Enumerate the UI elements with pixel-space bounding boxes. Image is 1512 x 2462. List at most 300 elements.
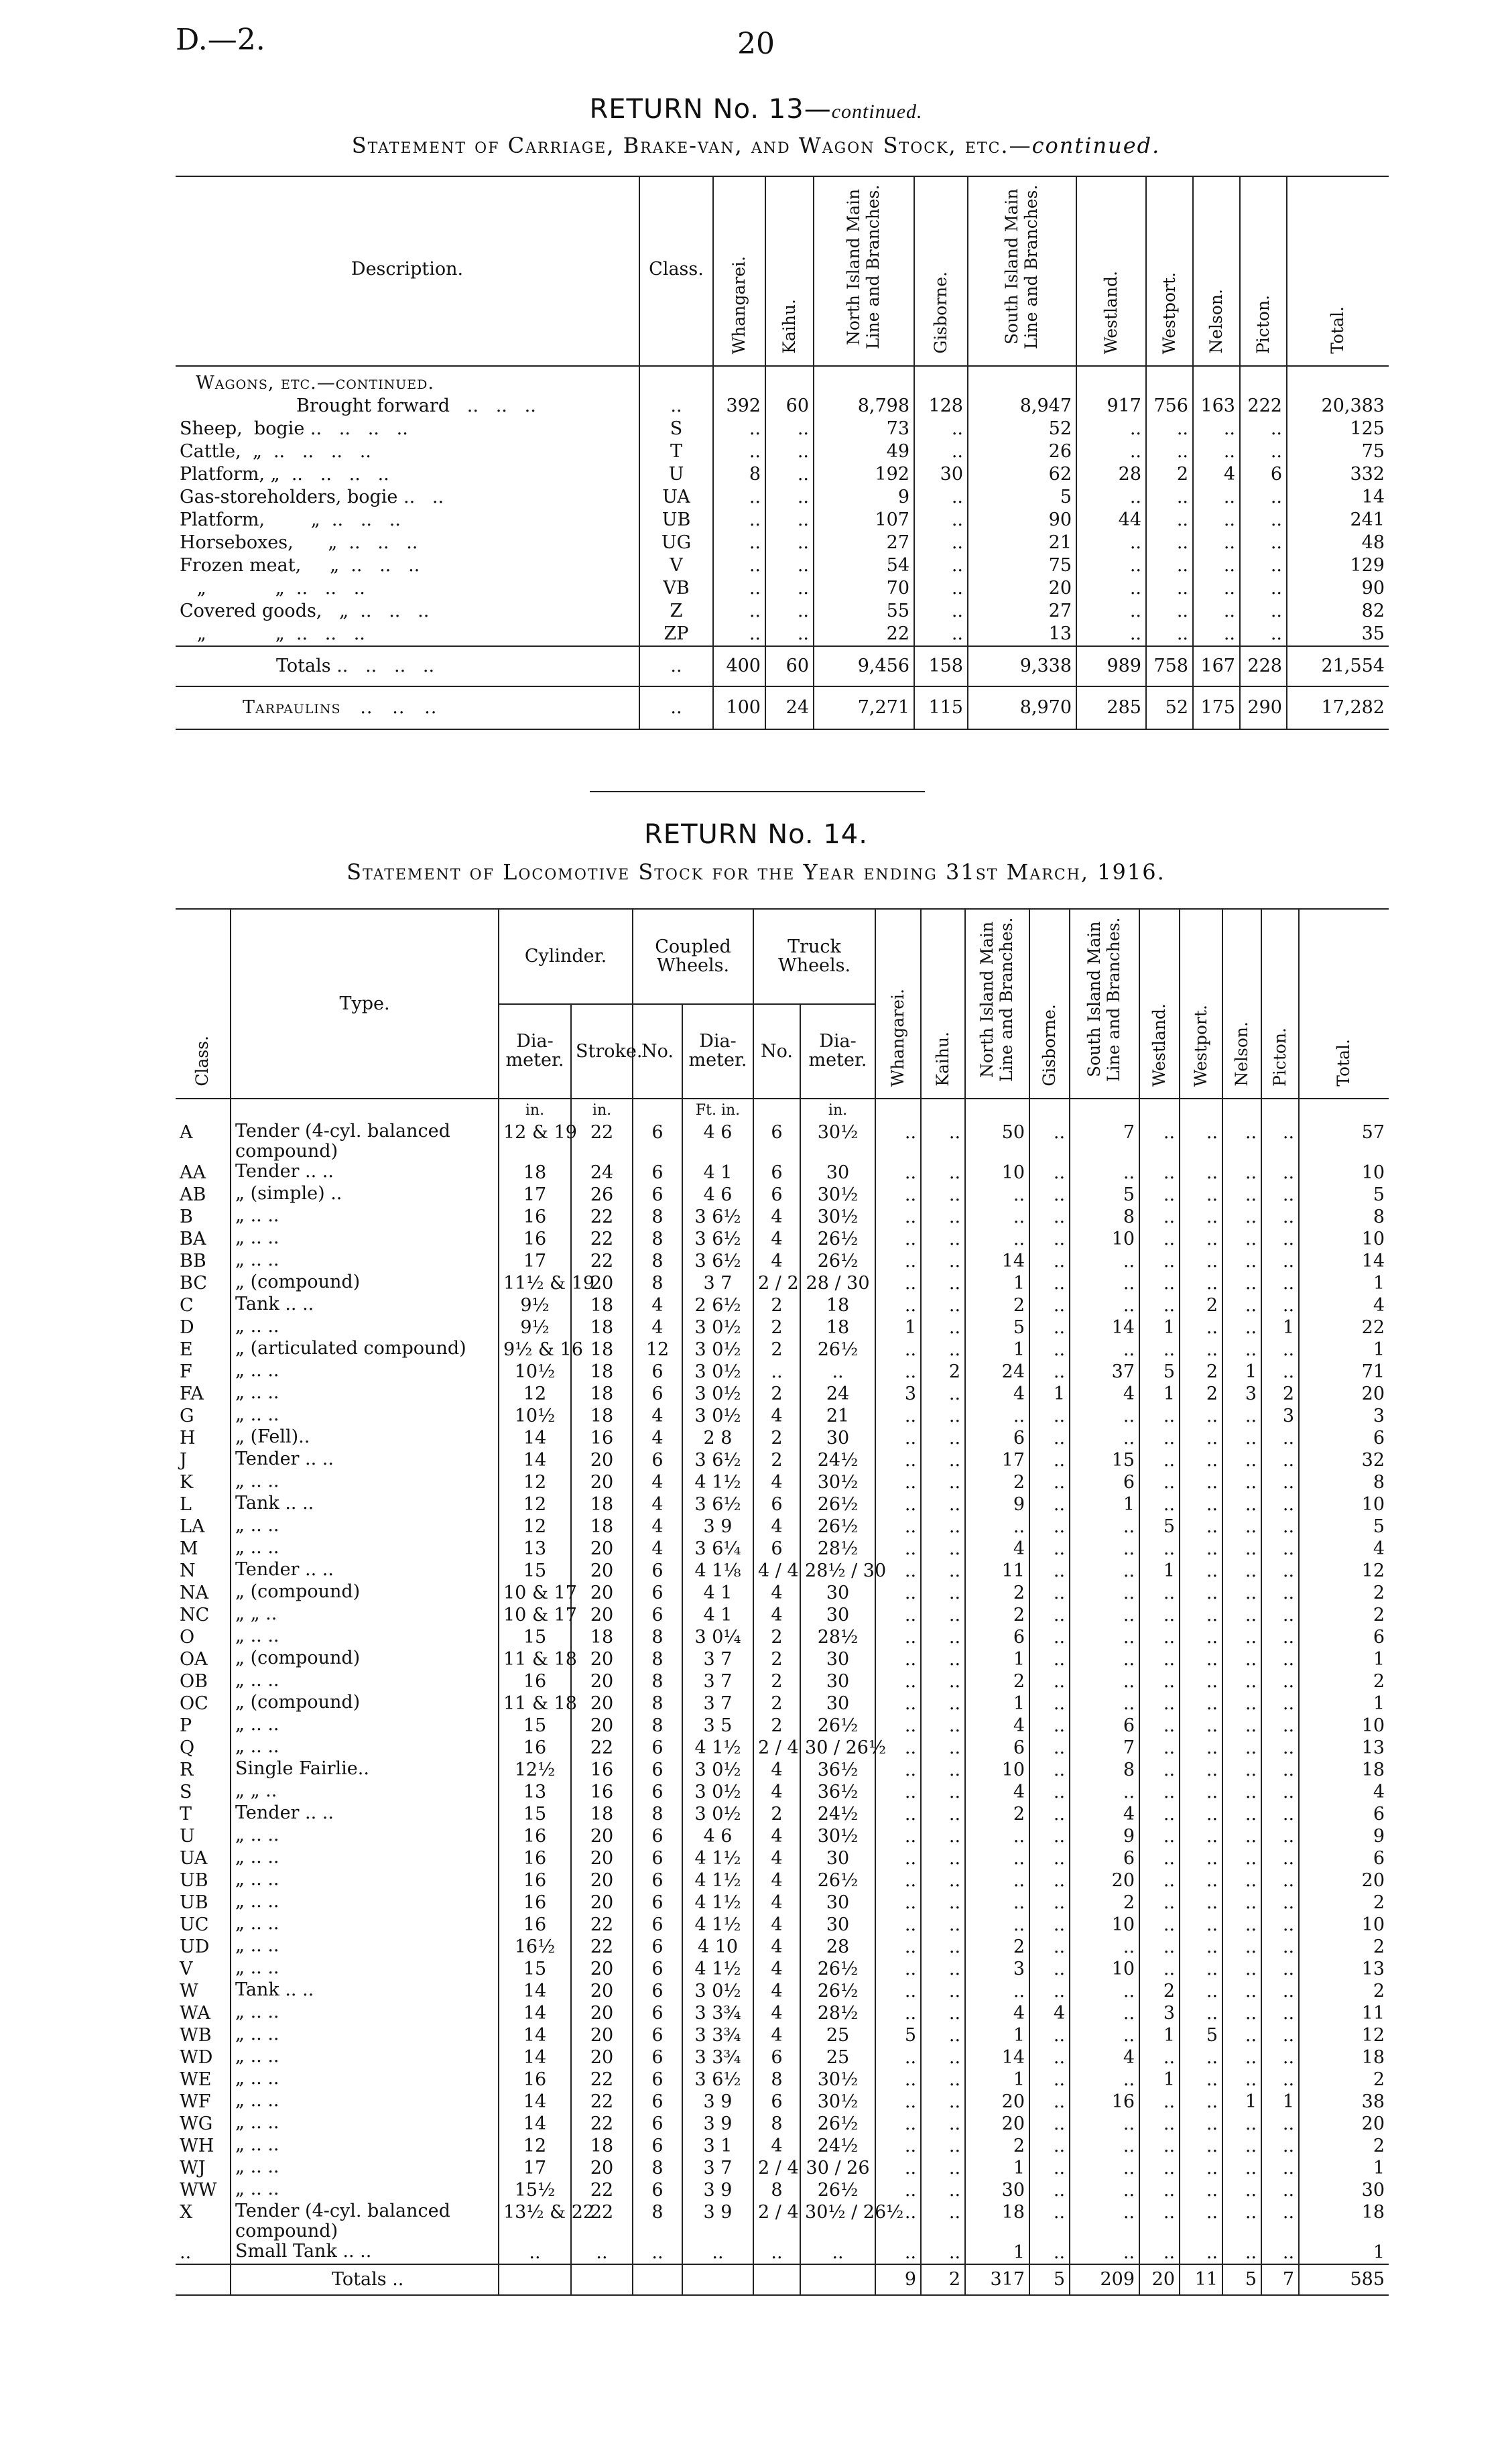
row-value: 75 [1287,440,1389,463]
nelson: .. [1222,2135,1261,2157]
nelson: .. [1222,1737,1261,1759]
westport: .. [1180,2002,1222,2024]
south-island: 20 [1070,1869,1139,1892]
table-row [176,1892,1389,1914]
row-type: „ .. .. [231,2135,499,2157]
stroke: 18 [571,2135,633,2157]
nelson: .. [1222,1803,1261,1825]
total: 6 [1299,1626,1389,1648]
coupled-no: 6 [633,1449,682,1471]
total: 22 [1299,1316,1389,1339]
row-class: .. [180,2242,192,2263]
truck-no: 4 [753,2135,800,2157]
total-westport: 11 [1180,2264,1222,2295]
truck-diameter: 28½ / 30 [800,1560,875,1582]
kaihu: .. [921,1449,965,1471]
row-class: .. [639,395,713,418]
truck-no: 4 / 4 [753,1560,800,1582]
table-row [176,395,1389,418]
truck-no: 2 [753,1715,800,1737]
cyl-diameter: 15 [499,1715,571,1737]
gisborne: .. [1029,1803,1070,1825]
whangarei: .. [875,2201,921,2241]
row-value: 55 [814,600,914,623]
south-island: .. [1070,1781,1139,1803]
westland: 1 [1139,1560,1180,1582]
header-coupled-no: No. [633,1004,682,1099]
row-type: „ .. .. [231,1670,499,1692]
nelson: .. [1222,2024,1261,2046]
totals-label: Totals .. [231,2264,499,2295]
north-island: 20 [965,2091,1029,2113]
table-row [176,554,1389,577]
coupled-no: 4 [633,1493,682,1516]
kaihu: .. [921,1560,965,1582]
south-island: 2 [1070,1892,1139,1914]
picton: .. [1261,1206,1299,1228]
cyl-diameter: 12 [499,1516,571,1538]
picton: .. [1261,1516,1299,1538]
whangarei: 1 [875,1316,921,1339]
stroke: 20 [571,1560,633,1582]
row-type: „ .. .. [231,1958,499,1980]
nelson: .. [1222,1692,1261,1715]
coupled-no: 6 [633,1361,682,1383]
header-nelson: Nelson. [1222,909,1261,1099]
south-island: 1 [1070,1493,1139,1516]
south-island: .. [1070,1339,1139,1361]
table-row [176,1162,1389,1184]
row-value: .. [713,418,765,440]
row-class: T [180,1804,192,1825]
westland: .. [1139,2201,1180,2241]
north-island: 20 [965,2113,1029,2135]
cyl-diameter: .. [499,2241,571,2264]
table-row [176,1471,1389,1493]
gisborne: .. [1029,1626,1070,1648]
table-row [176,1184,1389,1206]
north-island: 2 [965,1803,1029,1825]
gisborne: .. [1029,1250,1070,1272]
unit-stroke: in. [571,1099,633,1121]
total: 1 [1299,2157,1389,2179]
total: 2 [1299,1980,1389,2002]
kaihu: 2 [921,1361,965,1383]
whangarei: .. [875,2157,921,2179]
north-island: 6 [965,1427,1029,1449]
table-row [176,1294,1389,1316]
nelson: .. [1222,1516,1261,1538]
westland: .. [1139,1825,1180,1847]
truck-diameter: 30 [800,1162,875,1184]
row-value: 758 [1146,646,1193,686]
kaihu: .. [921,1339,965,1361]
row-value: .. [1240,418,1287,440]
row-type: Tender (4-cyl. balanced compound) [231,1121,499,1162]
row-class: Q [180,1737,195,1758]
table-row [176,532,1389,554]
coupled-diameter: 4 6 [682,1121,753,1162]
picton: .. [1261,1980,1299,2002]
row-value: 4 [1193,463,1240,486]
south-island: .. [1070,2002,1139,2024]
cyl-diameter: 14 [499,1980,571,2002]
total: 20 [1299,1869,1389,1892]
kaihu: .. [921,2241,965,2264]
cyl-diameter: 13 [499,1781,571,1803]
stroke: 22 [571,1250,633,1272]
coupled-diameter: 4 1 [682,1604,753,1626]
row-class: U [639,463,713,486]
row-value: .. [765,463,814,486]
row-type: „ .. .. [231,1516,499,1538]
picton: .. [1261,1892,1299,1914]
nelson: .. [1222,1715,1261,1737]
row-value: 8,798 [814,395,914,418]
westport: 2 [1180,1294,1222,1316]
picton: .. [1261,1847,1299,1869]
row-type: Tender .. .. [231,1560,499,1582]
row-value: 21,554 [1287,646,1389,686]
row-value: 54 [814,554,914,577]
nelson: .. [1222,1759,1261,1781]
row-value: 222 [1240,395,1287,418]
row-value: .. [914,486,968,509]
document-code: D.—2. [176,23,265,57]
stroke: 18 [571,1493,633,1516]
westland: .. [1139,1781,1180,1803]
row-type: Tender .. .. [231,1449,499,1471]
row-value: .. [1240,532,1287,554]
stroke: 22 [571,1121,633,1162]
kaihu: .. [921,2091,965,2113]
coupled-diameter: 3 0½ [682,1383,753,1405]
north-island: .. [965,1228,1029,1250]
row-description: Gas-storeholders, bogie .. .. [180,487,444,507]
westland: .. [1139,2091,1180,2113]
stroke: 20 [571,1538,633,1560]
row-value: .. [1193,418,1240,440]
truck-diameter: 28½ [800,1626,875,1648]
gisborne: .. [1029,1759,1070,1781]
total: 5 [1299,1184,1389,1206]
row-value: .. [765,623,814,646]
total: 18 [1299,1759,1389,1781]
north-island: 9 [965,1493,1029,1516]
gisborne: .. [1029,1847,1070,1869]
coupled-diameter: 3 7 [682,2157,753,2179]
truck-no: 4 [753,1582,800,1604]
gisborne: .. [1029,1493,1070,1516]
stroke: .. [571,2241,633,2264]
coupled-diameter: 3 6¼ [682,1538,753,1560]
picton: .. [1261,2135,1299,2157]
coupled-diameter: 3 9 [682,1516,753,1538]
coupled-diameter: 3 6½ [682,1449,753,1471]
row-type: „ .. .. [231,1316,499,1339]
row-class: A [180,1122,193,1143]
row-type: „ .. .. [231,2002,499,2024]
table-row [176,1250,1389,1272]
total: 1 [1299,2241,1389,2264]
table-row [176,1228,1389,1250]
total: 32 [1299,1449,1389,1471]
row-class: M [180,1538,198,1559]
row-value: 392 [713,395,765,418]
header-westport: Westport. [1146,176,1193,366]
truck-no: .. [753,2241,800,2264]
row-value: 90 [1287,577,1389,600]
picton: .. [1261,1692,1299,1715]
cyl-diameter: 16 [499,1914,571,1936]
kaihu: .. [921,1493,965,1516]
row-value: 107 [814,509,914,532]
coupled-no: 6 [633,1847,682,1869]
table-row [176,1316,1389,1339]
truck-no: 4 [753,1516,800,1538]
total: 2 [1299,2069,1389,2091]
row-value: 167 [1193,646,1240,686]
table-row [176,1383,1389,1405]
kaihu: .. [921,2201,965,2241]
truck-no: 4 [753,1825,800,1847]
row-class: BC [180,1273,208,1294]
row-type: „ .. .. [231,1405,499,1427]
kaihu: .. [921,2179,965,2201]
coupled-diameter: 3 0½ [682,1980,753,2002]
table-row [176,463,1389,486]
westport: .. [1180,1914,1222,1936]
whangarei: .. [875,1626,921,1648]
row-value: 125 [1287,418,1389,440]
cyl-diameter: 14 [499,2024,571,2046]
cyl-diameter: 9½ & 16 [499,1339,571,1361]
gisborne: .. [1029,1339,1070,1361]
total: 2 [1299,1670,1389,1692]
truck-diameter: 30½ [800,1206,875,1228]
header-class: Class. [639,176,713,366]
row-value: .. [1146,623,1193,646]
north-island: 1 [965,2157,1029,2179]
header-description: Description. [351,259,464,280]
south-island: 5 [1070,1184,1139,1206]
row-value: 62 [968,463,1076,486]
coupled-no: 8 [633,1715,682,1737]
picton: 3 [1261,1405,1299,1427]
south-island: .. [1070,1692,1139,1715]
truck-no: 4 [753,1228,800,1250]
header-westport: Westport. [1180,909,1222,1099]
stroke: 22 [571,1206,633,1228]
row-value: .. [765,532,814,554]
westport: .. [1180,1582,1222,1604]
section-wagons: Wagons, etc.—continued. [196,373,434,393]
row-value: .. [1240,509,1287,532]
westland: .. [1139,1228,1180,1250]
nelson: .. [1222,2201,1261,2241]
whangarei: .. [875,1670,921,1692]
whangarei: .. [875,2113,921,2135]
table-row [176,1847,1389,1869]
picton: 1 [1261,1316,1299,1339]
stroke: 22 [571,2069,633,2091]
south-island: 6 [1070,1847,1139,1869]
stroke: 18 [571,1383,633,1405]
total: 10 [1299,1162,1389,1184]
coupled-diameter: 3 6½ [682,1206,753,1228]
stroke: 18 [571,1405,633,1427]
row-type: Tender .. .. [231,1803,499,1825]
gisborne: .. [1029,1737,1070,1759]
row-value: 70 [814,577,914,600]
total: 6 [1299,1847,1389,1869]
total-nelson: 5 [1222,2264,1261,2295]
stroke: 22 [571,2201,633,2241]
truck-no: 2 [753,1626,800,1648]
gisborne: .. [1029,2157,1070,2179]
cyl-diameter: 11 & 18 [499,1692,571,1715]
westport: .. [1180,2091,1222,2113]
coupled-diameter: 2 6½ [682,1294,753,1316]
row-value: 20 [968,577,1076,600]
total: 38 [1299,2091,1389,2113]
kaihu: .. [921,1604,965,1626]
total-north-island: 317 [965,2264,1029,2295]
north-island: 2 [965,1294,1029,1316]
table-row [176,1405,1389,1427]
header-north-island: North Island Main Line and Branches. [814,176,914,366]
coupled-diameter: 4 10 [682,1936,753,1958]
truck-diameter: 28 [800,1936,875,1958]
north-island: 4 [965,1383,1029,1405]
cyl-diameter: 16 [499,1737,571,1759]
westland: .. [1139,1272,1180,1294]
north-island: 30 [965,2179,1029,2201]
picton: .. [1261,1184,1299,1206]
cyl-diameter: 10 & 17 [499,1604,571,1626]
table-row [176,2201,1389,2241]
picton: .. [1261,1781,1299,1803]
westland: .. [1139,2113,1180,2135]
total: 11 [1299,2002,1389,2024]
row-value: .. [914,509,968,532]
truck-diameter: 30 / 26 [800,2157,875,2179]
coupled-diameter: 3 0½ [682,1759,753,1781]
table-row [176,1737,1389,1759]
whangarei: .. [875,1980,921,2002]
row-description: Sheep, bogie .. .. .. .. [180,418,408,439]
coupled-no: 6 [633,2135,682,2157]
westport: .. [1180,1759,1222,1781]
whangarei: .. [875,1184,921,1206]
row-type: „ „ .. [231,1604,499,1626]
truck-no: 2 / 2 [753,1272,800,1294]
north-island: 10 [965,1759,1029,1781]
north-island: 1 [965,2241,1029,2264]
row-class: LA [180,1516,205,1537]
nelson: .. [1222,1294,1261,1316]
row-class: WG [180,2113,213,2134]
table-row [176,1560,1389,1582]
stroke: 20 [571,1670,633,1692]
stroke: 22 [571,1914,633,1936]
row-class: WB [180,2025,212,2046]
cyl-diameter: 13 [499,1538,571,1560]
row-class: X [180,2202,193,2223]
westland: .. [1139,1715,1180,1737]
return-14-statement: Statement of Locomotive Stock for the Year ending 31st March, 1916. [346,859,1166,885]
total: 4 [1299,1781,1389,1803]
whangarei: .. [875,1958,921,1980]
nelson: .. [1222,1228,1261,1250]
south-island: .. [1070,1670,1139,1692]
nelson: .. [1222,1250,1261,1272]
total: 8 [1299,1206,1389,1228]
whangarei: .. [875,1715,921,1737]
row-value: 82 [1287,600,1389,623]
row-value: .. [914,532,968,554]
row-class: W [180,1981,198,2002]
coupled-no: 8 [633,2157,682,2179]
north-island: 50 [965,1121,1029,1162]
row-class: OA [180,1649,208,1670]
return-14-body [176,1099,1389,2295]
row-class: UG [639,532,713,554]
north-island: 1 [965,2024,1029,2046]
whangarei: .. [875,1272,921,1294]
cyl-diameter: 11 & 18 [499,1648,571,1670]
total: 1 [1299,1648,1389,1670]
whangarei: .. [875,1936,921,1958]
coupled-no: 8 [633,1206,682,1228]
westport: .. [1180,1825,1222,1847]
westport: .. [1180,1206,1222,1228]
header-cylinder-diameter: Dia- meter. [499,1004,571,1099]
row-type: „ .. .. [231,2091,499,2113]
westport: .. [1180,1781,1222,1803]
row-value: .. [1076,600,1146,623]
total: 18 [1299,2046,1389,2069]
row-description: Tarpaulins .. .. .. [243,697,438,718]
truck-diameter: 18 [800,1294,875,1316]
row-value: 28 [1076,463,1146,486]
gisborne: .. [1029,1516,1070,1538]
north-island: 14 [965,2046,1029,2069]
table-row [176,1759,1389,1781]
picton: .. [1261,1648,1299,1670]
nelson: .. [1222,1560,1261,1582]
north-island: 4 [965,2002,1029,2024]
nelson: .. [1222,1914,1261,1936]
coupled-no: 4 [633,1516,682,1538]
row-description: Platform, „ .. .. .. .. [180,464,389,485]
cyl-diameter: 16 [499,1869,571,1892]
kaihu: .. [921,1162,965,1184]
kaihu: .. [921,1471,965,1493]
north-island: .. [965,1184,1029,1206]
westland: 5 [1139,1361,1180,1383]
truck-no: 4 [753,1405,800,1427]
whangarei: .. [875,1250,921,1272]
north-island: 2 [965,1936,1029,1958]
whangarei: .. [875,1228,921,1250]
coupled-diameter: 3 6½ [682,1228,753,1250]
coupled-diameter: 4 1½ [682,1737,753,1759]
whangarei: .. [875,1892,921,1914]
nelson: .. [1222,1184,1261,1206]
kaihu: .. [921,2024,965,2046]
whangarei: .. [875,1294,921,1316]
